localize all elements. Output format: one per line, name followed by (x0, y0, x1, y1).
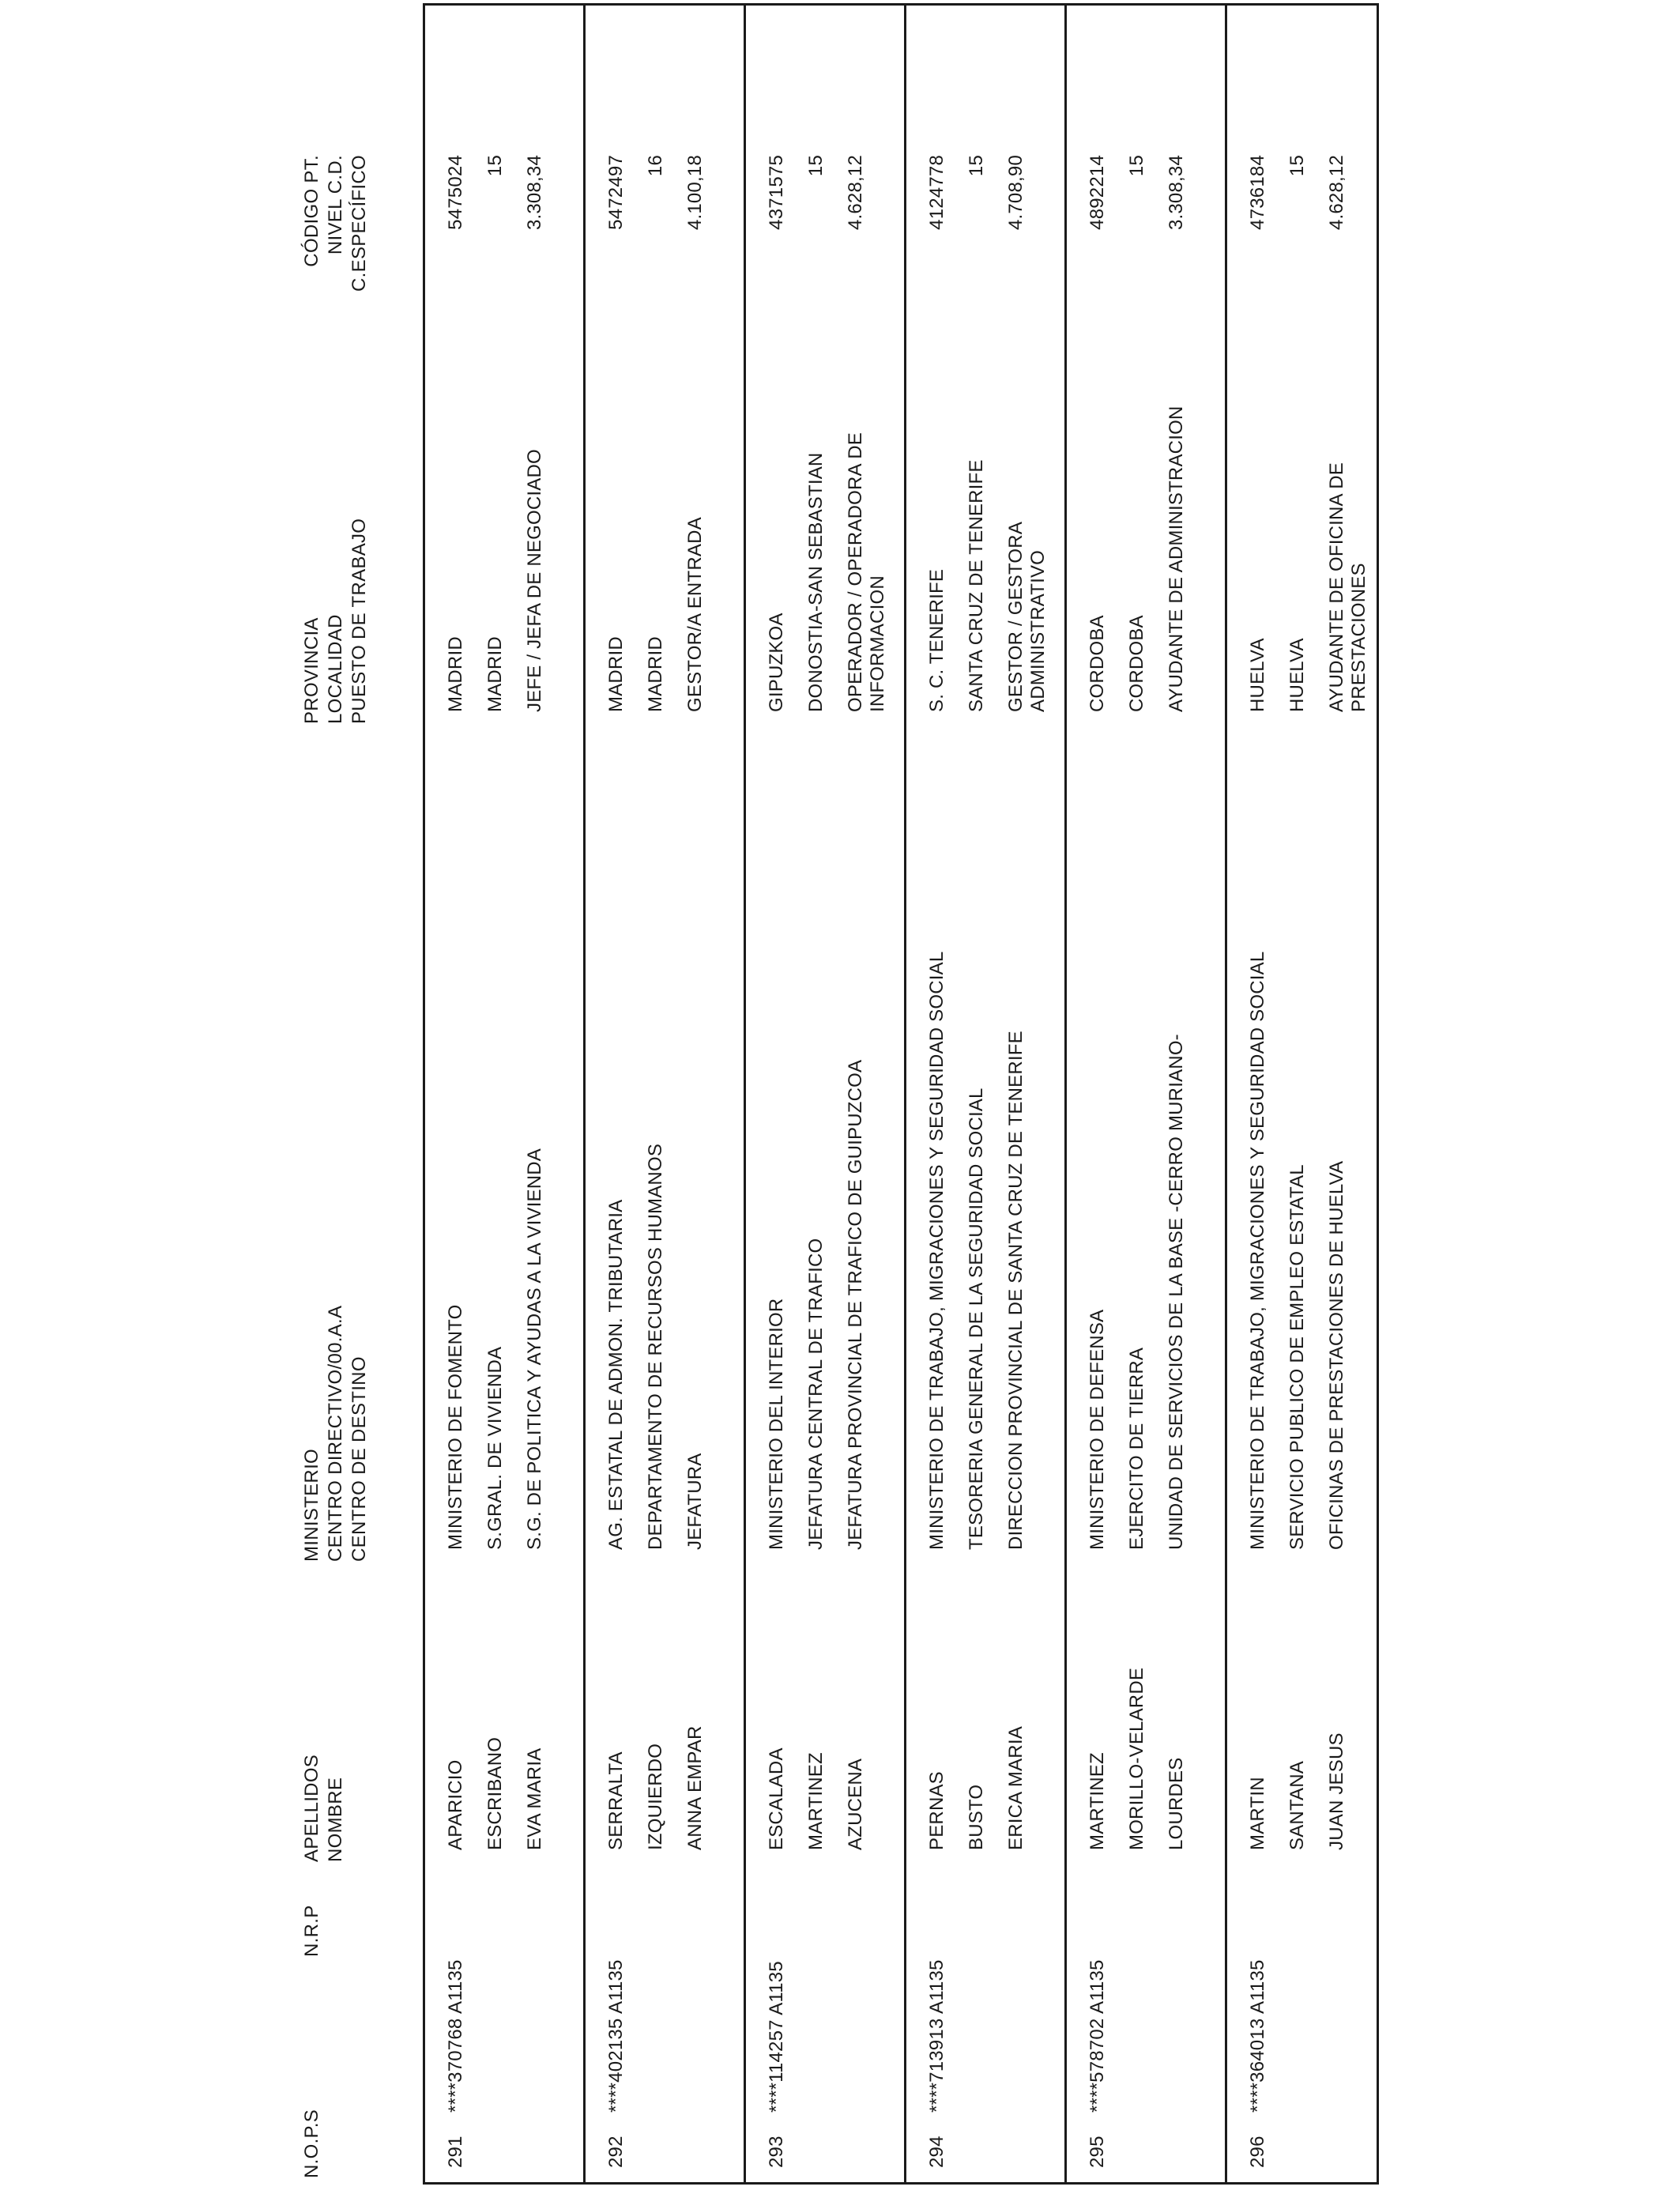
record-nombre: AZUCENA (845, 1758, 866, 1850)
record-number: 292 (605, 2136, 627, 2168)
header-provincia-label: PROVINCIA (301, 617, 322, 724)
record-codigo: 4892214 (1087, 155, 1108, 230)
record-ministerio: MINISTERIO DE FOMENTO (445, 1304, 466, 1550)
record-centro-destino: UNIDAD DE SERVICIOS DE LA BASE -CERRO MURIANO- (1166, 1034, 1187, 1550)
header-ministerio (300, 1306, 371, 1562)
record-nivel: 15 (484, 155, 506, 177)
record-provincia: HUELVA (1247, 638, 1268, 712)
record-apellido2: SANTANA (1286, 1761, 1308, 1850)
table-row (425, 6, 583, 2182)
record-nombre: ANNA EMPAR (684, 1725, 706, 1850)
header-ministerio-label: MINISTERIO (301, 1448, 322, 1562)
record-provincia: CORDOBA (1087, 615, 1108, 712)
record-codigo: 4736184 (1247, 155, 1268, 230)
record-nombre: EVA MARIA (524, 1747, 545, 1850)
record-nrp: ****578702 A1135 (1087, 1959, 1108, 2113)
record-apellido2: MORILLO-VELARDE (1126, 1667, 1147, 1850)
record-especifico: 3.308,34 (1166, 155, 1187, 231)
record-ministerio: MINISTERIO DE TRABAJO, MIGRACIONES Y SEGURIDAD SOCIAL (1247, 951, 1268, 1550)
record-centro-directivo: S.GRAL. DE VIVIENDA (484, 1346, 506, 1550)
header-codigo-label: CÓDIGO PT. (301, 155, 322, 267)
record-puesto: GESTOR/A ENTRADA (684, 517, 706, 712)
record-puesto: AYUDANTE DE ADMINISTRACION (1166, 405, 1187, 712)
record-apellido1: ESCALADA (766, 1747, 787, 1850)
record-localidad: MADRID (484, 636, 506, 712)
record-nrp: ****114257 A1135 (766, 1961, 787, 2113)
record-number: 295 (1087, 2136, 1108, 2168)
table-row (746, 6, 904, 2182)
record-apellido1: MARTIN (1247, 1777, 1268, 1850)
record-codigo: 4371575 (766, 155, 787, 230)
header-nops (300, 2109, 324, 2178)
header-apellidos (300, 1755, 348, 1862)
header-provincia (300, 518, 371, 724)
record-provincia: MADRID (605, 636, 627, 712)
record-puesto: AYUDANTE DE OFICINA DE PRESTACIONES (1326, 462, 1369, 712)
header-nivel-label: NIVEL C.D. (325, 155, 346, 255)
record-number: 291 (445, 2136, 466, 2168)
header-localidad-label: LOCALIDAD (325, 614, 346, 724)
record-centro-destino: DIRECCION PROVINCIAL DE SANTA CRUZ DE TENERIFE (1005, 1031, 1026, 1550)
header-nombre-label: NOMBRE (325, 1777, 346, 1862)
record-apellido2: IZQUIERDO (645, 1743, 666, 1850)
record-centro-destino: OFICINAS DE PRESTACIONES DE HUELVA (1326, 1160, 1347, 1550)
record-apellido2: BUSTO (966, 1784, 987, 1850)
record-number: 294 (926, 2136, 947, 2168)
record-nombre: JUAN JESUS (1326, 1732, 1347, 1850)
table-row (1227, 6, 1377, 2182)
record-provincia: GIPUZKOA (766, 613, 787, 712)
record-apellido1: MARTINEZ (1087, 1752, 1108, 1850)
record-nivel: 15 (805, 155, 827, 177)
records-table (423, 3, 1379, 2185)
header-nrp (300, 1905, 324, 1957)
header-nrp-label: N.R.P (301, 1905, 322, 1957)
record-puesto: GESTOR / GESTORA ADMINISTRATIVO (1005, 522, 1049, 712)
record-ministerio: MINISTERIO DE TRABAJO, MIGRACIONES Y SEGURIDAD SOCIAL (926, 951, 947, 1550)
record-nivel: 16 (645, 155, 666, 177)
header-apellidos-label: APELLIDOS (301, 1754, 322, 1862)
record-apellido2: ESCRIBANO (484, 1736, 506, 1850)
record-especifico: 3.308,34 (524, 155, 545, 231)
record-especifico: 4.708,90 (1005, 155, 1026, 231)
record-codigo: 5472497 (605, 155, 627, 230)
record-localidad: MADRID (645, 636, 666, 712)
header-especifico-label: C.ESPECÍFICO (348, 155, 370, 292)
record-centro-directivo: EJERCITO DE TIERRA (1126, 1347, 1147, 1550)
record-apellido2: MARTINEZ (805, 1752, 827, 1850)
record-ministerio: MINISTERIO DEL INTERIOR (766, 1298, 787, 1550)
record-localidad: SANTA CRUZ DE TENERIFE (966, 459, 987, 712)
record-puesto: JEFE / JEFA DE NEGOCIADO (524, 449, 545, 712)
table-row (586, 6, 744, 2182)
record-centro-directivo: DEPARTAMENTO DE RECURSOS HUMANOS (645, 1143, 666, 1550)
record-localidad: HUELVA (1286, 638, 1308, 712)
record-apellido1: APARICIO (445, 1759, 466, 1850)
table-row (906, 6, 1064, 2182)
record-codigo: 5475024 (445, 155, 466, 230)
record-nrp: ****370768 A1135 (445, 1959, 466, 2113)
record-centro-destino: JEFATURA PROVINCIAL DE TRAFICO DE GUIPUZCOA (845, 1059, 866, 1550)
header-puesto-label: PUESTO DE TRABAJO (348, 518, 370, 724)
record-centro-directivo: TESORERIA GENERAL DE LA SEGURIDAD SOCIAL (966, 1088, 987, 1550)
record-nrp: ****713913 A1135 (926, 1959, 947, 2113)
record-especifico: 4.628,12 (1326, 155, 1347, 231)
record-nrp: ****364013 A1135 (1247, 1959, 1268, 2113)
record-codigo: 4124778 (926, 155, 947, 230)
record-ministerio: MINISTERIO DE DEFENSA (1087, 1309, 1108, 1550)
record-nrp: ****402135 A1135 (605, 1959, 627, 2113)
record-nivel: 15 (1126, 155, 1147, 177)
record-ministerio: AG. ESTATAL DE ADMON. TRIBUTARIA (605, 1199, 627, 1550)
record-localidad: DONOSTIA-SAN SEBASTIAN (805, 452, 827, 712)
record-provincia: S. C. TENERIFE (926, 568, 947, 712)
header-nops-label: N.O.P.S (301, 2109, 322, 2178)
record-centro-destino: JEFATURA (684, 1453, 706, 1550)
record-number: 296 (1247, 2136, 1268, 2168)
record-nombre: ERICA MARIA (1005, 1726, 1026, 1850)
header-codigo (300, 155, 371, 352)
record-apellido1: SERRALTA (605, 1751, 627, 1850)
header-centro-destino-label: CENTRO DE DESTINO (348, 1356, 370, 1562)
record-especifico: 4.100,18 (684, 155, 706, 231)
record-puesto: OPERADOR / OPERADORA DE INFORMACION (845, 432, 888, 712)
record-especifico: 4.628,12 (845, 155, 866, 231)
record-centro-directivo: JEFATURA CENTRAL DE TRAFICO (805, 1238, 827, 1550)
record-centro-destino: S.G. DE POLITICA Y AYUDAS A LA VIVIENDA (524, 1148, 545, 1550)
record-nombre: LOURDES (1166, 1757, 1187, 1850)
record-localidad: CORDOBA (1126, 615, 1147, 712)
record-apellido1: PERNAS (926, 1771, 947, 1850)
record-centro-directivo: SERVICIO PUBLICO DE EMPLEO ESTATAL (1286, 1164, 1308, 1550)
table-row (1067, 6, 1225, 2182)
record-nivel: 15 (966, 155, 987, 177)
record-provincia: MADRID (445, 636, 466, 712)
header-centro-directivo-label: CENTRO DIRECTIVO/00.A.A (325, 1305, 346, 1562)
record-number: 293 (766, 2136, 787, 2168)
record-nivel: 15 (1286, 155, 1308, 177)
